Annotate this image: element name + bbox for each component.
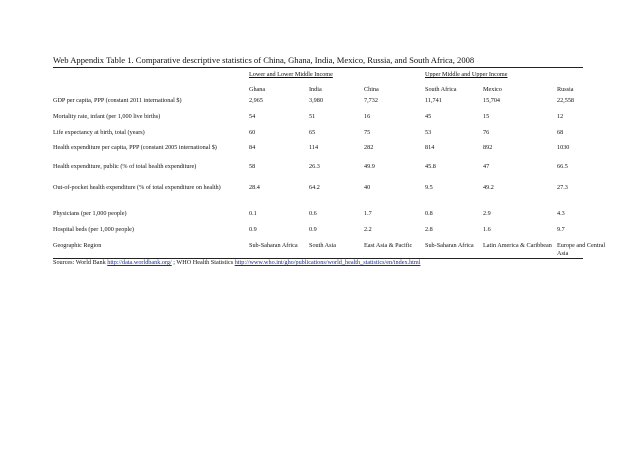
table-cell: 76 — [483, 129, 490, 136]
table-cell: 0.1 — [249, 210, 257, 217]
table-cell: 54 — [249, 113, 256, 120]
row-label: Health expenditure per capita, PPP (constant 2005 international $) — [53, 144, 217, 151]
table-cell: 2.9 — [483, 210, 491, 217]
top-rule — [53, 67, 583, 68]
table-cell: 75 — [364, 129, 371, 136]
column-header-china: China — [364, 86, 379, 93]
table-cell: 892 — [483, 144, 493, 151]
table-cell: 1.6 — [483, 226, 491, 233]
table-cell: East Asia & Pacific — [364, 242, 413, 249]
table-cell: 49.9 — [364, 163, 375, 170]
column-header-south-africa: South Africa — [425, 86, 457, 93]
table-cell: 65 — [309, 129, 316, 136]
table-cell: 45.8 — [425, 163, 436, 170]
group-header-lower-income: Lower and Lower Middle Income — [249, 71, 333, 78]
table-cell: Latin America & Caribbean — [483, 242, 552, 249]
table-cell: 26.3 — [309, 163, 320, 170]
table-cell: 4.3 — [557, 210, 565, 217]
sources-middle: ; WHO Health Statistics — [171, 259, 235, 266]
table-cell: 68 — [557, 129, 564, 136]
table-cell: 53 — [425, 129, 432, 136]
column-header-mexico: Mexico — [483, 86, 502, 93]
row-label: Life expectancy at birth, total (years) — [53, 129, 145, 136]
table-cell: 0.6 — [309, 210, 317, 217]
table-cell: 2.8 — [425, 226, 433, 233]
column-header-russia: Russia — [557, 86, 574, 93]
table-cell: 282 — [364, 144, 374, 151]
table-cell: 0.9 — [249, 226, 257, 233]
table-cell: 28.4 — [249, 184, 260, 191]
table-cell: 9.5 — [425, 184, 433, 191]
table-cell: 12 — [557, 113, 564, 120]
row-label: Health expenditure, public (% of total health expenditure) — [53, 163, 197, 170]
table-cell: South Asia — [309, 242, 336, 249]
table-cell: 60 — [249, 129, 256, 136]
table-cell: 66.5 — [557, 163, 568, 170]
who-link[interactable]: http://www.who.int/gho/publications/world_health_statistics/en/index.html — [234, 259, 421, 266]
table-cell: Sub-Saharan Africa — [425, 242, 474, 249]
table-cell: 0.8 — [425, 210, 433, 217]
table-cell: 114 — [309, 144, 319, 151]
table-cell: 45 — [425, 113, 432, 120]
column-header-ghana: Ghana — [249, 86, 266, 93]
row-label: Physicians (per 1,000 people) — [53, 210, 127, 217]
table-title: Web Appendix Table 1. Comparative descriptive statistics of China, Ghana, India, Mexico, Russia, and South Africa, 2008 — [53, 55, 475, 65]
table-cell: 1030 — [557, 144, 570, 151]
table-cell: 9.7 — [557, 226, 565, 233]
table-cell: 15 — [483, 113, 490, 120]
table-cell: 1.7 — [364, 210, 372, 217]
table-cell: 49.2 — [483, 184, 494, 191]
row-label: Hospital beds (per 1,000 people) — [53, 226, 134, 233]
row-label: GDP per capita, PPP (constant 2011 international $) — [53, 97, 182, 104]
sources-note — [53, 259, 420, 266]
sources-prefix: Sources: World Bank — [53, 259, 108, 266]
world-bank-link[interactable]: http://data.worldbank.org/ — [107, 259, 172, 266]
table-cell: Europe and Central Asia — [557, 242, 606, 257]
row-label: Mortality rate, infant (per 1,000 live births) — [53, 113, 161, 120]
table-cell: 2,965 — [249, 97, 263, 104]
table-cell: 58 — [249, 163, 256, 170]
row-label: Out-of-pocket health expenditure (% of total expenditure on health) — [53, 184, 221, 191]
table-cell: 16 — [364, 113, 371, 120]
table-cell: 814 — [425, 144, 435, 151]
table-cell: 64.2 — [309, 184, 320, 191]
table-cell: 11,741 — [425, 97, 442, 104]
table-cell: 47 — [483, 163, 490, 170]
row-label: Geographic Region — [53, 242, 102, 249]
table-cell: 84 — [249, 144, 256, 151]
table-cell: Sub-Saharan Africa — [249, 242, 298, 249]
table-cell: 2.2 — [364, 226, 372, 233]
table-cell: 0.9 — [309, 226, 317, 233]
table-cell: 40 — [364, 184, 371, 191]
table-cell: 22,558 — [557, 97, 575, 104]
table-cell: 15,704 — [483, 97, 501, 104]
table-cell: 3,980 — [309, 97, 323, 104]
table-cell: 7,732 — [364, 97, 378, 104]
group-header-upper-income: Upper Middle and Upper Income — [425, 71, 508, 78]
table-cell: 51 — [309, 113, 316, 120]
column-header-india: India — [309, 86, 322, 93]
table-cell: 27.3 — [557, 184, 568, 191]
